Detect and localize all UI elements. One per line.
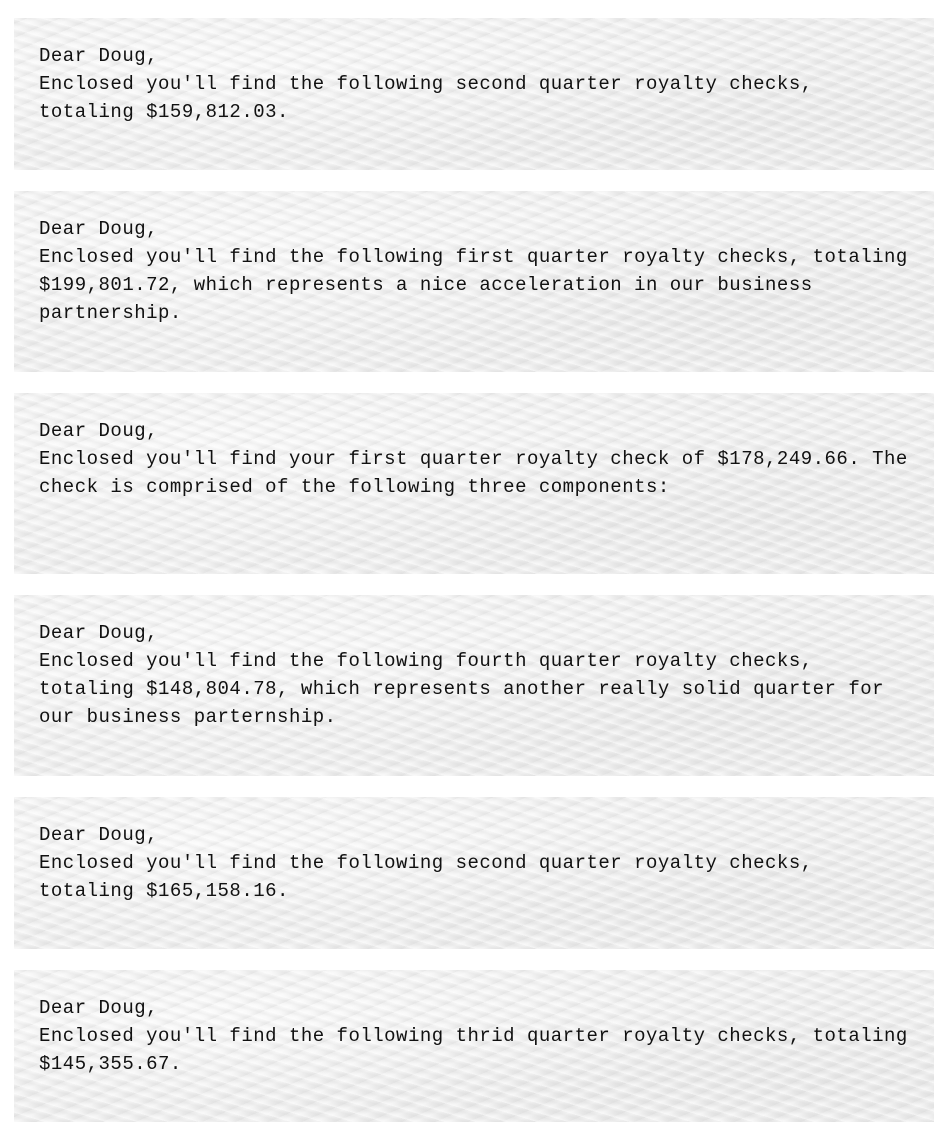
letter-card — [14, 595, 934, 776]
letter-card — [14, 970, 934, 1122]
letter-greeting: Dear Doug, — [39, 824, 159, 846]
letter-body: Enclosed you'll find the following fourth quarter royalty checks, totaling $148,804.78, which represents another really solid quarter for our business parternship. — [39, 650, 885, 728]
letter-greeting: Dear Doug, — [39, 997, 159, 1019]
letter-body: Enclosed you'll find the following second quarter royalty checks, totaling $159,812.03. — [39, 73, 813, 123]
letter-list — [14, 18, 934, 1143]
letter-body: Enclosed you'll find the following thrid quarter royalty checks, totaling $145,355.67. — [39, 1025, 908, 1075]
letter-greeting: Dear Doug, — [39, 218, 159, 240]
letter-body: Enclosed you'll find the following second quarter royalty checks, totaling $165,158.16. — [39, 852, 813, 902]
letter-greeting: Dear Doug, — [39, 45, 159, 67]
letter-greeting: Dear Doug, — [39, 420, 159, 442]
letter-body: Enclosed you'll find your first quarter royalty check of $178,249.66. The check is comprised of the following three components: — [39, 448, 908, 498]
letter-greeting: Dear Doug, — [39, 622, 159, 644]
letter-card — [14, 18, 934, 170]
letter-card — [14, 191, 934, 372]
letter-card — [14, 797, 934, 949]
letter-body: Enclosed you'll find the following first quarter royalty checks, totaling $199,801.72, which represents a nice acceleration in our business partnership. — [39, 246, 908, 324]
letter-card — [14, 393, 934, 574]
